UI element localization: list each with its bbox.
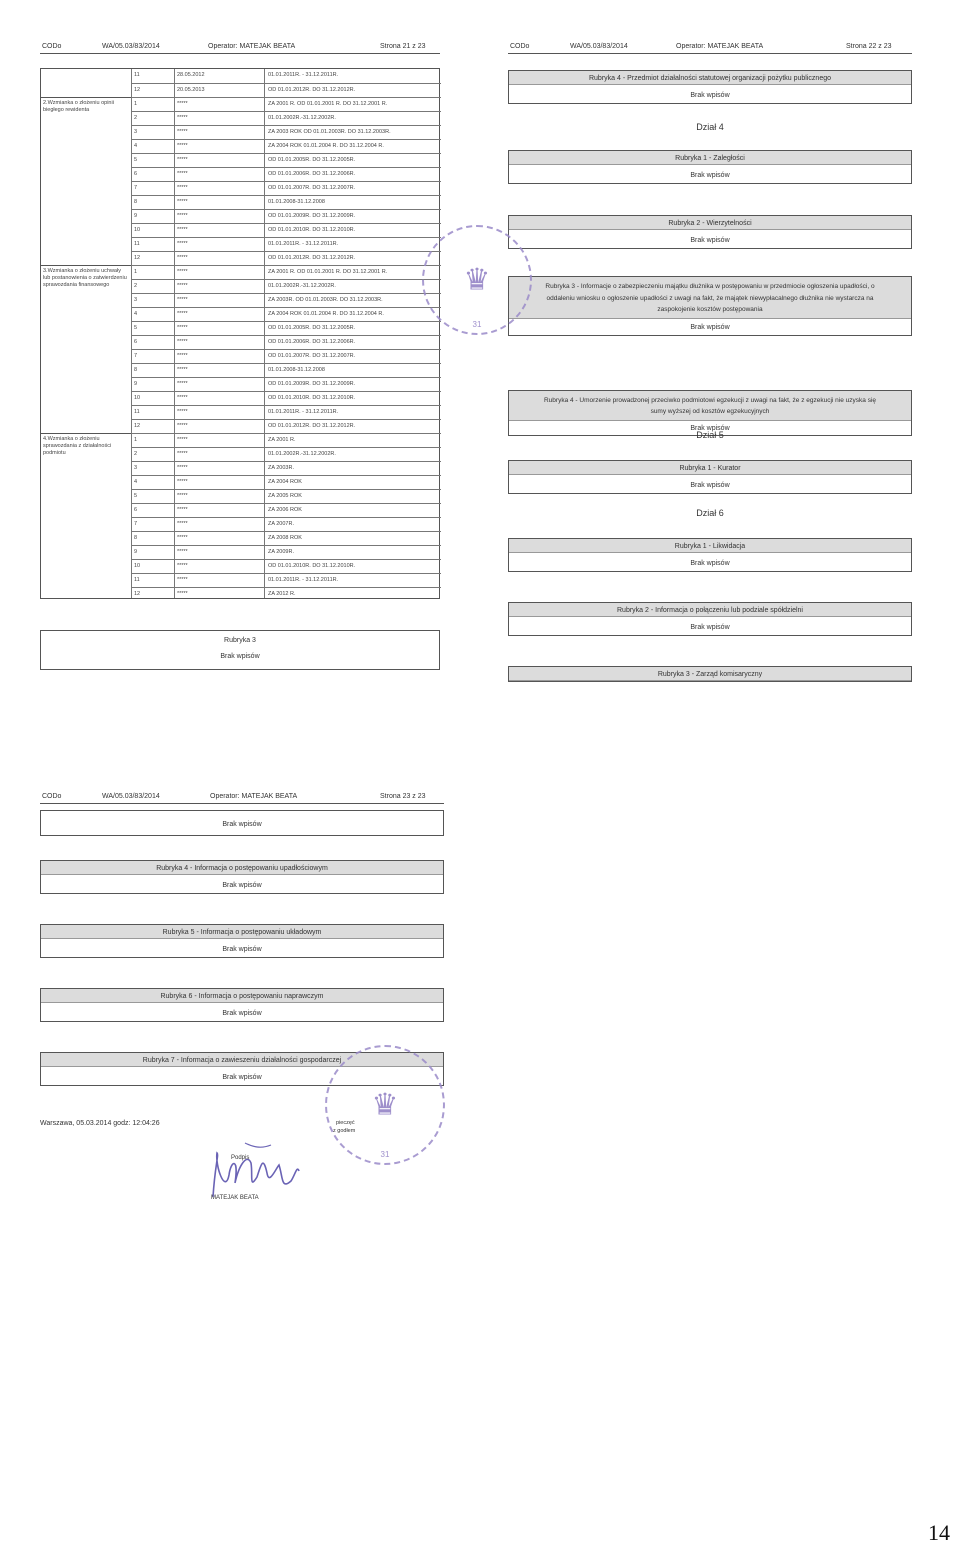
rubryka-5-title: Rubryka 5 - Informacja o postępowaniu układowym [162,929,322,936]
rubryka-4-pozytek-title: Rubryka 4 - Przedmiot działalności statutowej organizacji pożytku publicznego [588,75,831,82]
d4-rubryka-3-title-line-3: zaspokojenie kosztów postępowania [657,306,763,313]
table-row [131,167,441,181]
table-row [131,531,441,545]
row-date: ***** [177,409,188,415]
signature-label: Podpis [231,1155,250,1161]
row-period: 01.01.2002R.-31.12.2002R. [268,115,336,121]
eagle-emblem-icon: ♛ [463,263,491,297]
table-row [131,517,441,531]
page-header [40,40,440,54]
rubryka-7-value: Brak wpisów [222,1074,262,1081]
d6-rubryka-3-box [508,666,912,682]
row-num: 1 [134,269,138,275]
d4-rubryka-3-title-line-1: Rubryka 3 - Informacje o zabezpieczeniu majątku dłużnika w postępowaniu w przedmiocie ogłoszenia upadłości, o [545,283,875,290]
row-period: 01.01.2002R.-31.12.2002R. [268,283,336,289]
header-operator: Operator: MATEJAK BEATA [208,43,296,50]
rubryka-3-value: Brak wpisów [220,653,260,660]
row-date: 20.05.2013 [177,87,205,93]
d6-rubryka-2-box [508,602,912,636]
row-num: 3 [134,129,138,135]
row-num: 3 [134,297,138,303]
reports-table [40,68,440,599]
table-row [131,209,441,223]
d6-rubryka-1-title: Rubryka 1 - Likwidacja [674,543,746,550]
d4-rubryka-3-value: Brak wpisów [690,324,730,331]
row-date: ***** [177,129,188,135]
row-date: ***** [177,353,188,359]
table-row [131,433,441,447]
row-num: 6 [134,339,138,345]
stamp-number: 31 [380,1150,390,1159]
court-registry-stamp [422,225,532,335]
d6-rubryka-2-title: Rubryka 2 - Informacja o połączeniu lub podziale spółdzielni [617,607,803,614]
d4-rubryka-1-box [508,150,912,184]
row-date: ***** [177,479,188,485]
table-row [131,503,441,517]
d6-rubryka-1-value: Brak wpisów [690,560,730,567]
row-period: ZA 2005 ROK [268,493,302,499]
row-date: ***** [177,549,188,555]
d4-rubryka-4-title-line-2: sumy wyższej od kosztów egzekucyjnych [650,408,770,415]
row-date: ***** [177,507,188,513]
row-date: ***** [177,171,188,177]
table-row [131,279,441,293]
row-period: OD 01.01.2012R. DO 31.12.2012R. [268,255,356,261]
header-page: Strona 21 z 23 [380,43,426,50]
row-period: ZA 2003 ROK OD 01.01.2003R. DO 31.12.2003R. [268,129,391,135]
row-num: 2 [134,451,138,457]
row-num: 2 [134,283,138,289]
row-period: OD 01.01.2009R. DO 31.12.2009R. [268,213,356,219]
d6-rubryka-1-box [508,538,912,572]
table-row [131,461,441,475]
row-date: ***** [177,143,188,149]
row-date: ***** [177,367,188,373]
row-num: 1 [134,101,138,107]
row-date: ***** [177,395,188,401]
handwritten-signature-icon [205,1135,305,1215]
row-period: OD 01.01.2007R. DO 31.12.2007R. [268,185,356,191]
row-num: 5 [134,325,138,331]
page-header [40,790,444,804]
table-row [131,307,441,321]
row-period: ZA 2012 R. [268,591,296,597]
rubryka-4-upadlosc-value: Brak wpisów [222,882,262,889]
row-date: ***** [177,227,188,233]
table-row [131,153,441,167]
row-period: ZA 2006 ROK [268,507,302,513]
table-row [131,405,441,419]
row-num: 11 [134,409,140,415]
table-row [131,545,441,559]
row-period: 01.01.2002R.-31.12.2002R. [268,451,336,457]
page-strona-21 [40,40,440,680]
row-date: ***** [177,115,188,121]
table-row [131,237,441,251]
row-num: 7 [134,521,138,527]
table-row [131,363,441,377]
table-row [131,559,441,573]
header-page: Strona 23 z 23 [380,793,426,800]
row-date: ***** [177,241,188,247]
row-num: 7 [134,185,138,191]
row-period: OD 01.01.2006R. DO 31.12.2006R. [268,171,356,177]
issued-datetime: Warszawa, 05.03.2014 godz: 12:04:26 [40,1120,160,1127]
d4-rubryka-1-value: Brak wpisów [690,172,730,179]
first-box [40,810,444,836]
table-row [131,335,441,349]
dzial-5-heading: Dział 5 [696,430,724,440]
row-period: OD 01.01.2009R. DO 31.12.2009R. [268,381,356,387]
row-period: ZA 2008 ROK [268,535,302,541]
rubryka-6-box [40,988,444,1022]
row-date: ***** [177,339,188,345]
table-row [131,111,441,125]
row-date: ***** [177,199,188,205]
row-num: 8 [134,535,138,541]
pieczec-label-line-1: pieczęć [336,1120,355,1126]
row-period: ZA 2004 ROK 01.01.2004 R. DO 31.12.2004 R. [268,311,384,317]
row-period: ZA 2004 ROK [268,479,302,485]
d5-rubryka-1-title: Rubryka 1 - Kurator [679,465,741,472]
table-row [131,573,441,587]
row-period: OD 01.01.2012R. DO 31.12.2012R. [268,87,356,93]
rubryka-6-value: Brak wpisów [222,1010,262,1017]
row-num: 9 [134,213,138,219]
d6-rubryka-3-title: Rubryka 3 - Zarząd komisaryczny [657,671,763,678]
row-date: ***** [177,563,188,569]
row-num: 6 [134,507,138,513]
header-doc-number: WA/05.03/83/2014 [102,793,160,800]
eagle-emblem-icon: ♛ [371,1088,399,1122]
row-period: OD 01.01.2012R. DO 31.12.2012R. [268,423,356,429]
row-period: OD 01.01.2005R. DO 31.12.2005R. [268,157,356,163]
row-period: ZA 2003R. [268,465,294,471]
rubryka-3-title: Rubryka 3 [224,637,256,644]
signature-area [205,1135,305,1215]
row-date: ***** [177,185,188,191]
row-date: ***** [177,101,188,107]
row-period: ZA 2009R. [268,549,294,555]
header-codo: CODo [42,43,62,50]
row-date: ***** [177,325,188,331]
header-doc-number: WA/05.03/83/2014 [102,43,160,50]
row-num: 11 [134,577,140,583]
row-period: OD 01.01.2007R. DO 31.12.2007R. [268,353,356,359]
header-codo: CODo [42,793,62,800]
d4-rubryka-1-title: Rubryka 1 - Zaległości [675,155,745,162]
table-row [131,83,441,97]
row-date: ***** [177,157,188,163]
row-date: ***** [177,493,188,499]
row-num: 10 [134,563,141,569]
header-operator: Operator: MATEJAK BEATA [210,793,298,800]
table-row [131,447,441,461]
row-num: 1 [134,437,138,443]
table-row [131,587,441,601]
row-date: ***** [177,283,188,289]
table-row [131,195,441,209]
table-row [131,139,441,153]
table-row [131,475,441,489]
row-num: 7 [134,353,138,359]
d6-rubryka-2-value: Brak wpisów [690,624,730,631]
table-row [131,265,441,279]
d5-rubryka-1-box [508,460,912,494]
row-period: OD 01.01.2005R. DO 31.12.2005R. [268,325,356,331]
row-date: ***** [177,213,188,219]
row-period: OD 01.01.2006R. DO 31.12.2006R. [268,339,356,345]
row-num: 2 [134,115,138,121]
row-period: OD 01.01.2010R. DO 31.12.2010R. [268,563,356,569]
rubryka-4-upadlosc-box [40,860,444,894]
d4-rubryka-4-title-line-1: Rubryka 4 - Umorzenie prowadzonej przeciwko podmiotowi egzekucji z uwagi na fakt, że z egzekucji nie uzyska się [543,397,876,404]
table-row [131,97,441,111]
rubryka-6-title: Rubryka 6 - Informacja o postępowaniu naprawczym [160,993,324,1000]
row-date: ***** [177,591,188,597]
table-row [131,181,441,195]
header-codo: CODo [510,43,530,50]
table-row [131,321,441,335]
row-num: 3 [134,465,138,471]
row-period: ZA 2001 R. OD 01.01.2001 R. DO 31.12.2001 R. [268,101,388,107]
row-num: 5 [134,493,138,499]
table-row [131,349,441,363]
row-num: 8 [134,199,138,205]
row-date: ***** [177,311,188,317]
row-num: 11 [134,241,140,247]
row-num: 10 [134,395,141,401]
pieczec-label-line-2: z godłem [333,1128,356,1134]
row-date: ***** [177,535,188,541]
d4-rubryka-4-value: Brak wpisów [690,425,730,432]
d4-rubryka-2-value: Brak wpisów [690,237,730,244]
row-period: OD 01.01.2010R. DO 31.12.2010R. [268,395,356,401]
row-date: ***** [177,423,188,429]
row-date: ***** [177,269,188,275]
page-header [508,40,912,54]
table-row [131,293,441,307]
table-row [131,125,441,139]
stamp-number: 31 [472,320,482,329]
d4-rubryka-3-title-line-2: oddaleniu wniosku o ogłoszenie upadłości z uwagi na fakt, że majątek niewypłacalnego dłużnika nie wystarcza na [546,295,874,302]
row-num: 10 [134,227,141,233]
section-label: 2.Wzmianka o złożeniu opinii biegłego rewidenta [43,100,114,113]
rubryka-4-upadlosc-title: Rubryka 4 - Informacja o postępowaniu upadłościowym [156,865,328,872]
table-row [131,377,441,391]
dzial-4-heading: Dział 4 [696,122,724,132]
row-period: 01.01.2011R. - 31.12.2011R. [268,72,339,78]
row-num: 9 [134,381,138,387]
row-num: 6 [134,171,138,177]
rubryka-5-value: Brak wpisów [222,946,262,953]
row-date: ***** [177,577,188,583]
row-date: ***** [177,297,188,303]
header-page: Strona 22 z 23 [846,43,892,50]
header-doc-number: WA/05.03/83/2014 [570,43,628,50]
row-period: ZA 2007R. [268,521,294,527]
row-period: 01.01.2011R. - 31.12.2011R. [268,241,339,247]
row-num: 8 [134,367,138,373]
rubryka-5-box [40,924,444,958]
table-row [131,223,441,237]
page-number: 14 [928,1520,950,1545]
row-period: 01.01.2011R. - 31.12.2011R. [268,577,339,583]
row-num: 12 [134,255,141,261]
row-num: 4 [134,143,138,149]
row-num: 9 [134,549,138,555]
table-row [131,69,441,83]
table-row [131,489,441,503]
row-date: ***** [177,437,188,443]
row-date: ***** [177,255,188,261]
rubryka-4-pozytek-box [508,70,912,104]
row-date: ***** [177,381,188,387]
row-date: ***** [177,451,188,457]
row-num: 12 [134,423,141,429]
d4-rubryka-2-title: Rubryka 2 - Wierzytelności [668,220,752,227]
section-label: 4.Wzmianka o złożeniu sprawozdania z działalności podmiotu [43,436,112,456]
rubryka-3-box [40,630,440,670]
rubryka-7-title: Rubryka 7 - Informacja o zawieszeniu działalności gospodarczej [142,1057,342,1064]
court-registry-stamp-bottom [325,1045,445,1165]
signer-name: MATEJAK BEATA [211,1195,259,1201]
table-row [131,419,441,433]
dzial-6-heading: Dział 6 [696,508,724,518]
rubryka-4-pozytek-value: Brak wpisów [690,92,730,99]
row-period: ZA 2001 R. OD 01.01.2001 R. DO 31.12.2001 R. [268,269,388,275]
row-num: 5 [134,157,138,163]
first-box-value: Brak wpisów [222,821,262,828]
row-num: 4 [134,479,138,485]
row-period: ZA 2003R. OD 01.01.2003R. DO 31.12.2003R. [268,297,383,303]
row-period: 01.01.2011R. - 31.12.2011R. [268,409,339,415]
row-num: 4 [134,311,138,317]
row-num: 12 [134,87,141,93]
row-num: 12 [134,591,141,597]
row-period: ZA 2001 R. [268,437,296,443]
header-operator: Operator: MATEJAK BEATA [676,43,764,50]
row-period: 01.01.2008-31.12.2008 [268,199,325,205]
d4-rubryka-3-box [508,276,912,336]
row-date: ***** [177,465,188,471]
row-period: ZA 2004 ROK 01.01.2004 R. DO 31.12.2004 R. [268,143,384,149]
page-strona-22 [508,40,912,685]
d4-rubryka-2-box [508,215,912,249]
row-period: OD 01.01.2010R. DO 31.12.2010R. [268,227,356,233]
d5-rubryka-1-value: Brak wpisów [690,482,730,489]
table-row [131,391,441,405]
row-period: 01.01.2008-31.12.2008 [268,367,325,373]
row-date: 28.05.2012 [177,72,205,78]
row-date: ***** [177,521,188,527]
row-num: 11 [134,72,140,78]
table-row [131,251,441,265]
section-label: 3.Wzmianka o złożeniu uchwały lub postanowienia o zatwierdzeniu sprawozdania finansowego [43,268,127,288]
